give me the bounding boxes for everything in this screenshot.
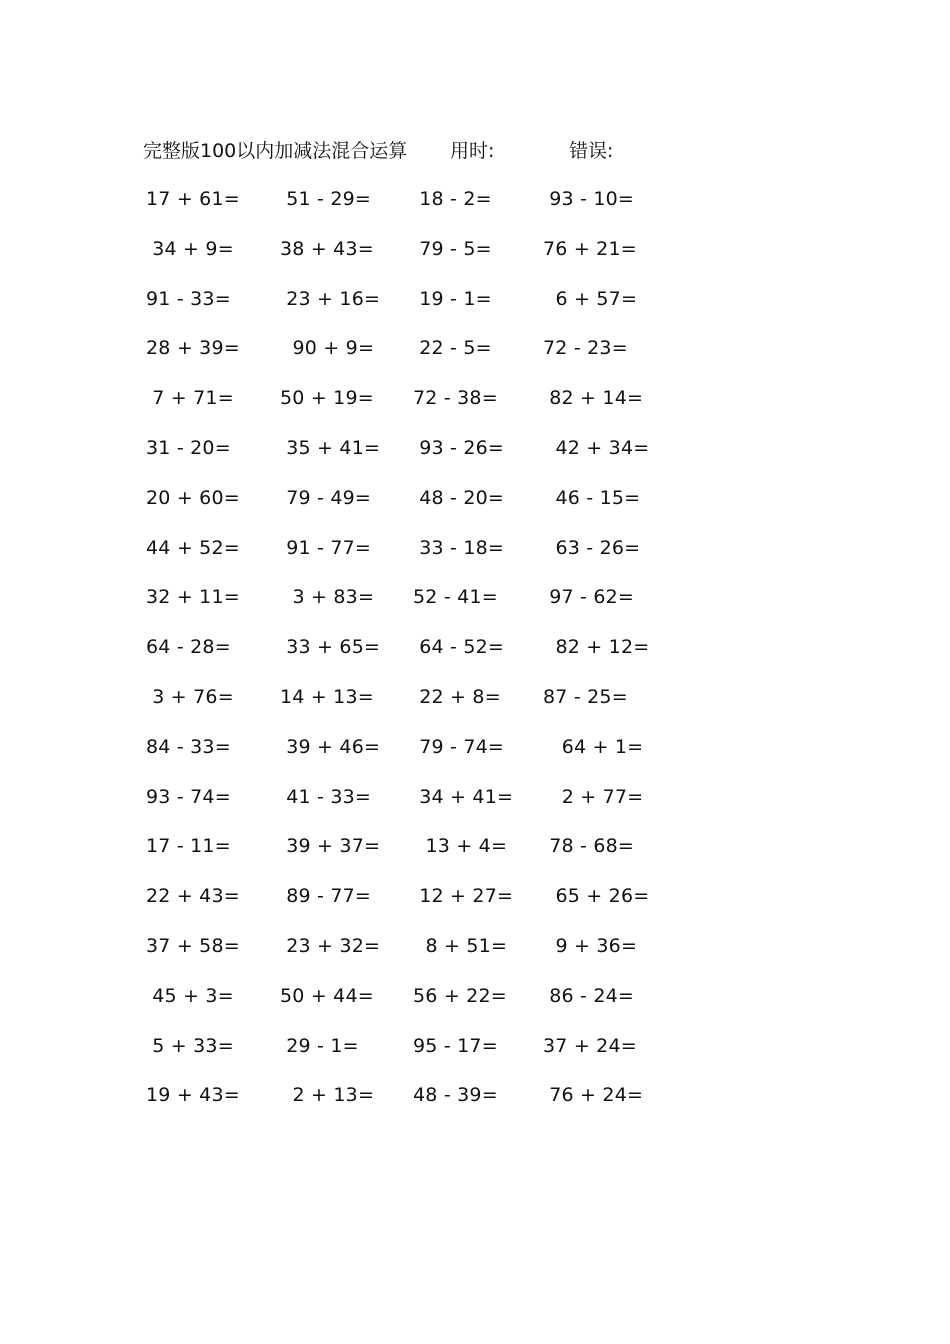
problem-row	[0, 632, 950, 682]
problem-row	[0, 533, 950, 583]
arithmetic-problem: 84 - 33=	[146, 735, 231, 758]
arithmetic-problem: 93 - 74=	[146, 785, 231, 808]
arithmetic-problem: 33 + 65=	[280, 636, 381, 659]
arithmetic-problem: 91 - 33=	[146, 287, 231, 310]
arithmetic-problem: 20 + 60=	[146, 486, 240, 509]
arithmetic-problem: 34 + 9=	[146, 237, 234, 260]
arithmetic-problem: 39 + 37=	[280, 835, 381, 858]
arithmetic-problem: 39 + 46=	[280, 735, 381, 758]
arithmetic-problem: 31 - 20=	[146, 436, 231, 459]
arithmetic-problem: 79 - 74=	[413, 735, 505, 758]
arithmetic-problem: 46 - 15=	[543, 486, 641, 509]
arithmetic-problem: 76 + 24=	[543, 1084, 644, 1107]
problem-row	[0, 732, 950, 782]
arithmetic-problem: 72 - 38=	[413, 387, 498, 410]
arithmetic-problem: 48 - 20=	[413, 486, 505, 509]
problem-row	[0, 582, 950, 632]
arithmetic-problem: 90 + 9=	[280, 337, 375, 360]
arithmetic-problem: 8 + 51=	[413, 934, 508, 957]
problem-row	[0, 1031, 950, 1081]
arithmetic-problem: 76 + 21=	[543, 237, 637, 260]
arithmetic-problem: 50 + 19=	[280, 387, 374, 410]
arithmetic-problem: 6 + 57=	[543, 287, 638, 310]
arithmetic-problem: 17 - 11=	[146, 835, 231, 858]
problem-row	[0, 433, 950, 483]
arithmetic-problem: 9 + 36=	[543, 934, 638, 957]
problem-row	[0, 234, 950, 284]
arithmetic-problem: 89 - 77=	[280, 885, 372, 908]
problem-row	[0, 782, 950, 832]
arithmetic-problem: 13 + 4=	[413, 835, 508, 858]
arithmetic-problem: 45 + 3=	[146, 984, 234, 1007]
arithmetic-problem: 79 - 5=	[413, 237, 492, 260]
arithmetic-problem: 65 + 26=	[543, 885, 650, 908]
arithmetic-problem: 82 + 14=	[543, 387, 644, 410]
arithmetic-problem: 22 - 5=	[413, 337, 492, 360]
arithmetic-problem: 3 + 76=	[146, 685, 234, 708]
problem-row	[0, 184, 950, 234]
problem-row	[0, 483, 950, 533]
arithmetic-problem: 34 + 41=	[413, 785, 514, 808]
arithmetic-problem: 29 - 1=	[280, 1034, 359, 1057]
arithmetic-problem: 14 + 13=	[280, 685, 374, 708]
arithmetic-problem: 38 + 43=	[280, 237, 374, 260]
arithmetic-problem: 19 + 43=	[146, 1084, 240, 1107]
arithmetic-problem: 32 + 11=	[146, 586, 240, 609]
arithmetic-problem: 51 - 29=	[280, 188, 372, 210]
time-used-label: 用时:	[450, 140, 495, 162]
arithmetic-problem: 44 + 52=	[146, 536, 240, 559]
problem-row	[0, 383, 950, 433]
arithmetic-problem: 50 + 44=	[280, 984, 374, 1007]
arithmetic-problem: 7 + 71=	[146, 387, 234, 410]
arithmetic-problem: 2 + 77=	[543, 785, 644, 808]
problem-row	[0, 284, 950, 334]
problem-row	[0, 831, 950, 881]
problem-grid	[0, 184, 950, 1130]
arithmetic-problem: 48 - 39=	[413, 1084, 498, 1107]
arithmetic-problem: 82 + 12=	[543, 636, 650, 659]
arithmetic-problem: 22 + 43=	[146, 885, 240, 908]
arithmetic-problem: 93 - 26=	[413, 436, 505, 459]
problem-row	[0, 1080, 950, 1130]
arithmetic-problem: 97 - 62=	[543, 586, 635, 609]
arithmetic-problem: 37 + 58=	[146, 934, 240, 957]
problem-row	[0, 981, 950, 1031]
arithmetic-problem: 17 + 61=	[146, 188, 240, 210]
arithmetic-problem: 64 - 52=	[413, 636, 505, 659]
arithmetic-problem: 23 + 16=	[280, 287, 381, 310]
arithmetic-problem: 87 - 25=	[543, 685, 628, 708]
arithmetic-problem: 12 + 27=	[413, 885, 514, 908]
problem-row	[0, 931, 950, 981]
arithmetic-problem: 23 + 32=	[280, 934, 381, 957]
arithmetic-problem: 93 - 10=	[543, 188, 635, 210]
arithmetic-problem: 2 + 13=	[280, 1084, 375, 1107]
arithmetic-problem: 63 - 26=	[543, 536, 641, 559]
arithmetic-problem: 64 + 1=	[543, 735, 644, 758]
arithmetic-problem: 35 + 41=	[280, 436, 381, 459]
arithmetic-problem: 79 - 49=	[280, 486, 372, 509]
error-count-label: 错误:	[569, 140, 614, 162]
arithmetic-problem: 78 - 68=	[543, 835, 635, 858]
arithmetic-problem: 72 - 23=	[543, 337, 628, 360]
arithmetic-problem: 22 + 8=	[413, 685, 501, 708]
arithmetic-problem: 5 + 33=	[146, 1034, 234, 1057]
arithmetic-problem: 52 - 41=	[413, 586, 498, 609]
arithmetic-problem: 33 - 18=	[413, 536, 505, 559]
arithmetic-problem: 56 + 22=	[413, 984, 507, 1007]
arithmetic-problem: 42 + 34=	[543, 436, 650, 459]
arithmetic-problem: 91 - 77=	[280, 536, 372, 559]
problem-row	[0, 333, 950, 383]
arithmetic-problem: 95 - 17=	[413, 1034, 498, 1057]
problem-row	[0, 881, 950, 931]
arithmetic-problem: 64 - 28=	[146, 636, 231, 659]
arithmetic-problem: 41 - 33=	[280, 785, 372, 808]
arithmetic-problem: 3 + 83=	[280, 586, 375, 609]
worksheet-header	[143, 136, 663, 166]
problem-row	[0, 682, 950, 732]
arithmetic-problem: 19 - 1=	[413, 287, 492, 310]
arithmetic-problem: 18 - 2=	[413, 188, 492, 210]
arithmetic-problem: 37 + 24=	[543, 1034, 637, 1057]
worksheet-title: 完整版100以内加减法混合运算	[143, 140, 408, 162]
arithmetic-problem: 28 + 39=	[146, 337, 240, 360]
arithmetic-problem: 86 - 24=	[543, 984, 635, 1007]
